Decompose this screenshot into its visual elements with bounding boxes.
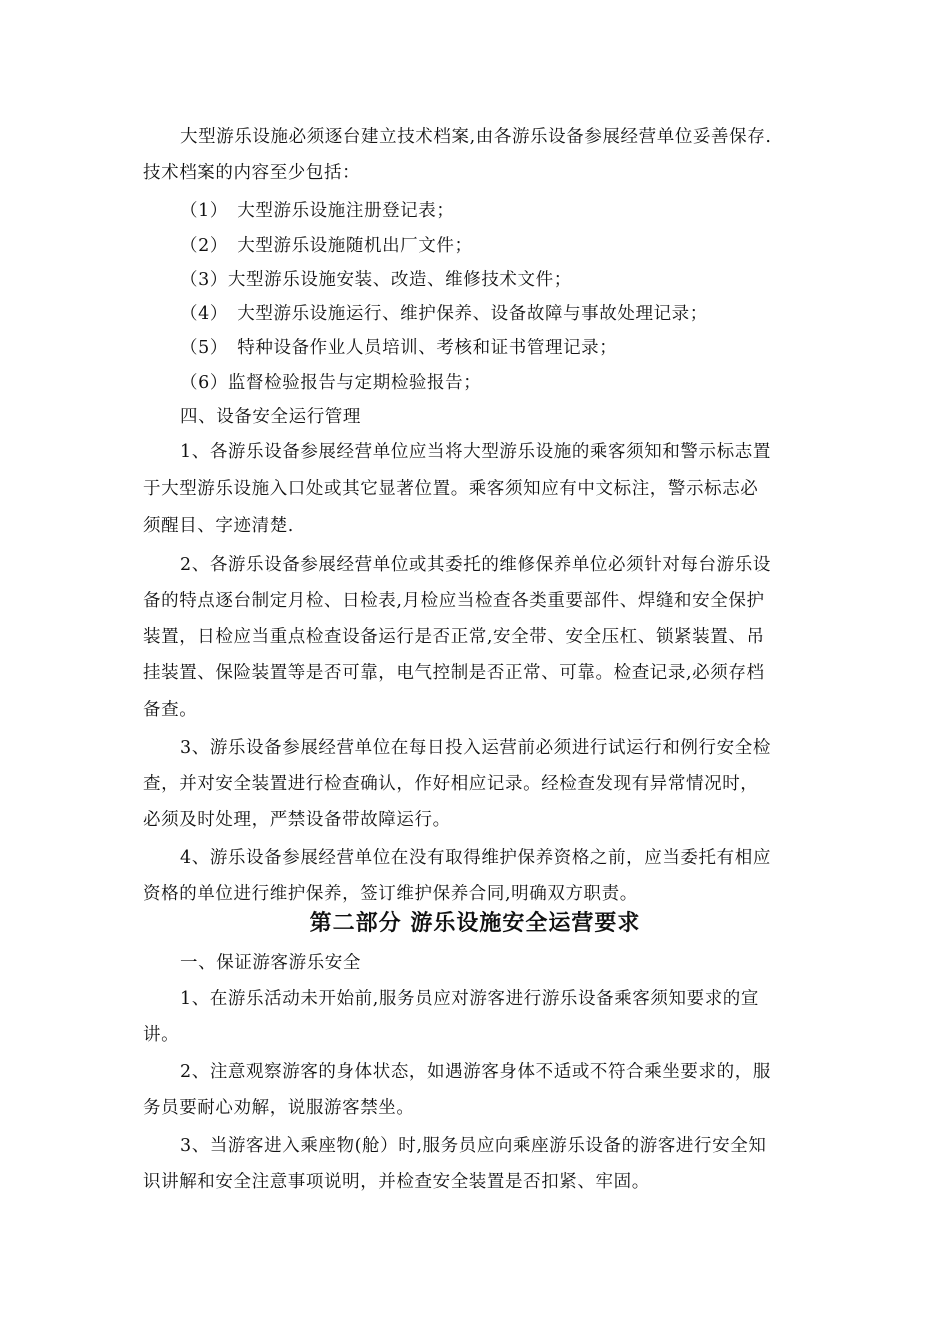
list-item: （2） 大型游乐设施随机出厂文件；: [180, 236, 473, 256]
paragraph-line: 须醒目、字迹清楚.: [143, 516, 294, 536]
paragraph-line: 2、注意观察游客的身体状态，如遇游客身体不适或不符合乘坐要求的，服: [180, 1062, 771, 1082]
paragraph-line: 2、各游乐设备参展经营单位或其委托的维修保养单位必须针对每台游乐设: [180, 555, 771, 575]
list-item: （5） 特种设备作业人员培训、考核和证书管理记录；: [180, 338, 618, 358]
list-item: （1） 大型游乐设施注册登记表；: [180, 201, 455, 221]
paragraph-line: 装置，日检应当重点检查设备运行是否正常,安全带、安全压杠、锁紧装置、吊: [143, 627, 765, 647]
list-item: （4） 大型游乐设施运行、维护保养、设备故障与事故处理记录；: [180, 304, 708, 324]
paragraph-line: 备的特点逐台制定月检、日检表,月检应当检查各类重要部件、焊缝和安全保护: [143, 591, 765, 611]
paragraph-line: 大型游乐设施必须逐台建立技术档案,由各游乐设备参展经营单位妥善保存.: [180, 127, 772, 147]
paragraph-line: 必须及时处理，严禁设备带故障运行。: [143, 810, 451, 830]
paragraph-line: 1、各游乐设备参展经营单位应当将大型游乐设施的乘客须知和警示标志置: [180, 442, 771, 462]
list-item: （3）大型游乐设施安装、改造、维修技术文件；: [180, 270, 572, 290]
paragraph-line: 务员要耐心劝解，说服游客禁坐。: [143, 1098, 415, 1118]
list-item: （6）监督检验报告与定期检验报告；: [180, 373, 482, 393]
paragraph-line: 备查。: [143, 700, 198, 720]
paragraph-line: 查，并对安全装置进行检查确认，作好相应记录。经检查发现有异常情况时，: [143, 774, 759, 794]
paragraph-line: 技术档案的内容至少包括：: [143, 163, 361, 183]
paragraph-line: 识讲解和安全注意事项说明，并检查安全装置是否扣紧、牢固。: [143, 1172, 650, 1192]
paragraph-line: 讲。: [143, 1025, 180, 1045]
section-title: 四、设备安全运行管理: [180, 407, 361, 427]
paragraph-line: 3、游乐设备参展经营单位在每日投入运营前必须进行试运行和例行安全检: [180, 738, 771, 758]
part-heading: 第二部分 游乐设施安全运营要求: [309, 911, 641, 936]
paragraph-line: 挂装置、保险装置等是否可靠，电气控制是否正常、可靠。检查记录,必须存档: [143, 663, 765, 683]
paragraph-line: 1、在游乐活动未开始前,服务员应对游客进行游乐设备乘客须知要求的宣: [180, 989, 759, 1009]
paragraph-line: 3、当游客进入乘座物(舱）时,服务员应向乘座游乐设备的游客进行安全知: [180, 1136, 767, 1156]
paragraph-line: 4、游乐设备参展经营单位在没有取得维护保养资格之前，应当委托有相应: [180, 848, 771, 868]
paragraph-line: 资格的单位进行维护保养，签订维护保养合同,明确双方职责。: [143, 884, 638, 904]
section-title: 一、保证游客游乐安全: [180, 953, 361, 973]
paragraph-line: 于大型游乐设施入口处或其它显著位置。乘客须知应有中文标注，警示标志必: [143, 479, 759, 499]
